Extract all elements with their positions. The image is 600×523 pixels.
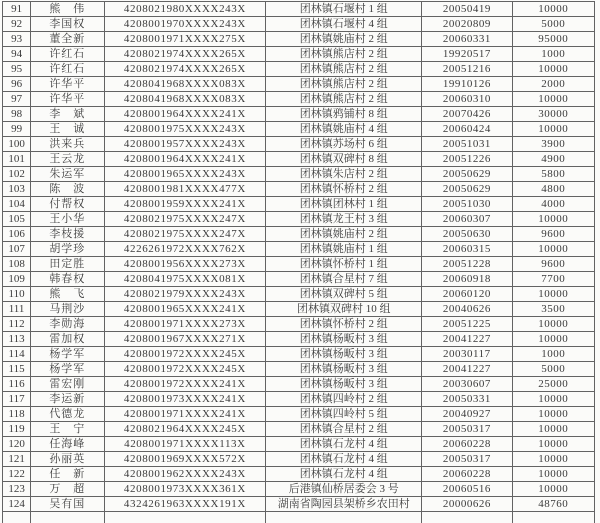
cell-address: 后港镇仙桥居委会 3 号 — [266, 482, 422, 497]
cell-address: 团林镇熊店村 2 组 — [266, 62, 422, 77]
cell-no: 115 — [3, 362, 31, 377]
cell-address: 团林镇龙王村 3 组 — [266, 212, 422, 227]
cell-address: 团林镇杨畈村 3 组 — [266, 347, 422, 362]
cell-address: 团林镇姚庙村 2 组 — [266, 227, 422, 242]
cell-date: 20041227 — [422, 332, 512, 347]
cell-address: 团林镇怀桥村 1 组 — [266, 257, 422, 272]
cell-no: 92 — [3, 17, 31, 32]
table-row — [3, 332, 595, 347]
cell-date: 20060120 — [422, 287, 512, 302]
cell-amount: 10000 — [512, 407, 594, 422]
cell-name: 杨学军 — [31, 362, 104, 377]
cell-date: 20040626 — [422, 302, 512, 317]
cell-name: 田定胜 — [31, 257, 104, 272]
cell-date: 20060228 — [422, 437, 512, 452]
cell-date: 20070426 — [422, 107, 512, 122]
cell-amount: 10000 — [512, 422, 594, 437]
cell-amount: 10000 — [512, 317, 594, 332]
table-row — [3, 392, 595, 407]
cell-name: 吴有国 — [31, 497, 104, 512]
cell-no: 119 — [3, 422, 31, 437]
cell-name: 李勋海 — [31, 317, 104, 332]
cell-id: 4208001957XXXX243X — [104, 137, 266, 152]
cell-id: 4208041975XXXX081X — [104, 272, 266, 287]
cell-address: 团林镇鸦铺村 8 组 — [266, 107, 422, 122]
table-row — [3, 302, 595, 317]
cell-name: 万 超 — [31, 482, 104, 497]
cell-amount: 4900 — [512, 152, 594, 167]
cell-name: 胡学珍 — [31, 242, 104, 257]
cell-address: 团林镇四岭村 5 组 — [266, 407, 422, 422]
cell-no: 121 — [3, 452, 31, 467]
cell-id: 4208001959XXXX241X — [104, 197, 266, 212]
cell-address: 团林镇苏场村 6 组 — [266, 137, 422, 152]
cell-id: 4208001964XXXX241X — [104, 152, 266, 167]
cell-name: 代德龙 — [31, 407, 104, 422]
cell-amount: 10000 — [512, 122, 594, 137]
cell-name: 任 新 — [31, 467, 104, 482]
cell-id: 4208021979XXXX243X — [104, 287, 266, 302]
cell-id: 4208001965XXXX241X — [104, 302, 266, 317]
cell-amount: 1000 — [512, 47, 594, 62]
cell-date: 20020809 — [422, 17, 512, 32]
cell-name: 许红石 — [31, 47, 104, 62]
table-row — [3, 77, 595, 92]
cell-id: 4208001972XXXX245X — [104, 362, 266, 377]
cell-amount: 10000 — [512, 62, 594, 77]
cell-date: 20050630 — [422, 227, 512, 242]
cell-no: 91 — [3, 2, 31, 17]
cell-address: 团林镇双碑村 10 组 — [266, 302, 422, 317]
cell-amount: 3900 — [512, 137, 594, 152]
cell-id: 4208001973XXXX241X — [104, 392, 266, 407]
table-row — [3, 242, 595, 257]
cell-name: 李国权 — [31, 17, 104, 32]
cell-no: 106 — [3, 227, 31, 242]
cell-date: 20050331 — [422, 392, 512, 407]
cell-address: 团林镇姚庙村 1 组 — [266, 242, 422, 257]
cell-name: 王 宁 — [31, 422, 104, 437]
cell-empty — [512, 512, 594, 523]
cell-amount: 5000 — [512, 362, 594, 377]
cell-amount: 1000 — [512, 347, 594, 362]
cell-id: 4208001981XXXX477X — [104, 182, 266, 197]
cell-name: 陈 波 — [31, 182, 104, 197]
cell-empty — [422, 512, 512, 523]
cell-no: 107 — [3, 242, 31, 257]
table-row — [3, 497, 595, 512]
cell-name: 任海峰 — [31, 437, 104, 452]
cell-no: 108 — [3, 257, 31, 272]
cell-amount: 4000 — [512, 197, 594, 212]
cell-id: 4208021974XXXX265X — [104, 47, 266, 62]
cell-id: 4208001967XXXX271X — [104, 332, 266, 347]
cell-amount: 3500 — [512, 302, 594, 317]
cell-address: 团林镇姚庙村 2 组 — [266, 32, 422, 47]
cell-id: 4208001972XXXX245X — [104, 347, 266, 362]
table-row — [3, 452, 595, 467]
cell-no: 97 — [3, 92, 31, 107]
cell-date: 20060228 — [422, 467, 512, 482]
cell-address: 团林镇熊店村 2 组 — [266, 47, 422, 62]
cell-date: 20060516 — [422, 482, 512, 497]
cell-amount: 10000 — [512, 467, 594, 482]
cell-id: 4208001970XXXX243X — [104, 17, 266, 32]
cell-address: 团林镇双碑村 8 组 — [266, 152, 422, 167]
table-row — [3, 362, 595, 377]
cell-date: 20051031 — [422, 137, 512, 152]
cell-no: 104 — [3, 197, 31, 212]
cell-name: 熊 飞 — [31, 287, 104, 302]
cell-id: 4324261963XXXX191X — [104, 497, 266, 512]
cell-id: 4208001965XXXX243X — [104, 167, 266, 182]
cell-id: 4208001971XXXX273X — [104, 317, 266, 332]
cell-name: 王小华 — [31, 212, 104, 227]
cell-no: 102 — [3, 167, 31, 182]
cell-no: 110 — [3, 287, 31, 302]
cell-address: 团林镇合星村 2 组 — [266, 422, 422, 437]
cell-date: 20060310 — [422, 92, 512, 107]
cell-no: 122 — [3, 467, 31, 482]
cell-name: 李运新 — [31, 392, 104, 407]
cell-name: 雷宏刚 — [31, 377, 104, 392]
cell-no: 123 — [3, 482, 31, 497]
table-row — [3, 2, 595, 17]
cell-name: 许华平 — [31, 77, 104, 92]
cell-no: 118 — [3, 407, 31, 422]
table-row — [3, 437, 595, 452]
cell-name: 董全新 — [31, 32, 104, 47]
cell-id: 4208021975XXXX247X — [104, 212, 266, 227]
cell-amount: 10000 — [512, 452, 594, 467]
table-row — [3, 137, 595, 152]
cell-id: 4208001969XXXX572X — [104, 452, 266, 467]
cell-address: 湖南省陶园县架桥乡农田村 — [266, 497, 422, 512]
table-row — [3, 422, 595, 437]
cell-no: 101 — [3, 152, 31, 167]
cell-amount: 25000 — [512, 377, 594, 392]
table-row — [3, 272, 595, 287]
cell-name: 熊 伟 — [31, 2, 104, 17]
cell-amount: 10000 — [512, 2, 594, 17]
cell-name: 王 诚 — [31, 122, 104, 137]
cell-no: 105 — [3, 212, 31, 227]
cell-id: 4208021980XXXX243X — [104, 2, 266, 17]
cell-address: 团林镇石龙村 4 组 — [266, 452, 422, 467]
cell-id: 4208001975XXXX243X — [104, 122, 266, 137]
table-row — [3, 152, 595, 167]
cell-name: 李 斌 — [31, 107, 104, 122]
cell-no: 94 — [3, 47, 31, 62]
cell-no: 124 — [3, 497, 31, 512]
cell-empty — [266, 512, 422, 523]
cell-amount: 10000 — [512, 392, 594, 407]
cell-address: 团林镇怀桥村 2 组 — [266, 317, 422, 332]
cell-amount: 10000 — [512, 332, 594, 347]
cell-no: 111 — [3, 302, 31, 317]
cell-amount: 30000 — [512, 107, 594, 122]
cell-date: 20050317 — [422, 452, 512, 467]
table-row — [3, 377, 595, 392]
cell-address: 团林镇朱店村 2 组 — [266, 167, 422, 182]
cell-amount: 95000 — [512, 32, 594, 47]
table-row — [3, 17, 595, 32]
cell-amount: 2000 — [512, 77, 594, 92]
cell-amount: 7700 — [512, 272, 594, 287]
cell-address: 团林镇石堰村 4 组 — [266, 17, 422, 32]
cell-id: 4208021964XXXX245X — [104, 422, 266, 437]
table-row — [3, 467, 595, 482]
cell-id: 4208001964XXXX241X — [104, 107, 266, 122]
cell-name: 韩春权 — [31, 272, 104, 287]
cell-date: 20051228 — [422, 257, 512, 272]
table-row — [3, 197, 595, 212]
cell-date: 20041227 — [422, 362, 512, 377]
cell-id: 4208001971XXXX275X — [104, 32, 266, 47]
cell-address: 团林镇石龙村 4 组 — [266, 467, 422, 482]
cell-address: 团林镇石堰村 1 组 — [266, 2, 422, 17]
cell-id: 4208041968XXXX083X — [104, 77, 266, 92]
cell-date: 20050317 — [422, 422, 512, 437]
cell-no: 116 — [3, 377, 31, 392]
cell-no: 103 — [3, 182, 31, 197]
table-row — [3, 257, 595, 272]
cell-date: 20030607 — [422, 377, 512, 392]
cell-name: 许红石 — [31, 62, 104, 77]
cell-date: 20051225 — [422, 317, 512, 332]
cell-address: 团林镇双碑村 5 组 — [266, 287, 422, 302]
cell-name: 王云龙 — [31, 152, 104, 167]
cell-date: 20060424 — [422, 122, 512, 137]
cell-no: 120 — [3, 437, 31, 452]
cell-date: 20060918 — [422, 272, 512, 287]
cell-empty — [31, 512, 104, 523]
cell-date: 20051030 — [422, 197, 512, 212]
cell-id: 4208001956XXXX273X — [104, 257, 266, 272]
cell-date: 20060315 — [422, 242, 512, 257]
cell-date: 20051226 — [422, 152, 512, 167]
cell-amount: 10000 — [512, 212, 594, 227]
cell-address: 团林镇熊店村 2 组 — [266, 77, 422, 92]
cell-id: 4208021974XXXX265X — [104, 62, 266, 77]
table-row — [3, 167, 595, 182]
cell-address: 团林镇石龙村 4 组 — [266, 437, 422, 452]
cell-date: 20050419 — [422, 2, 512, 17]
cell-date: 19920517 — [422, 47, 512, 62]
cell-id: 4208001972XXXX241X — [104, 377, 266, 392]
table-row — [3, 107, 595, 122]
cell-date: 20050629 — [422, 182, 512, 197]
cell-empty — [104, 512, 266, 523]
cell-amount: 10000 — [512, 482, 594, 497]
cell-amount: 4800 — [512, 182, 594, 197]
cell-date: 20040927 — [422, 407, 512, 422]
cell-name: 付帮权 — [31, 197, 104, 212]
table-row — [3, 407, 595, 422]
cell-address: 团林镇杨畈村 3 组 — [266, 332, 422, 347]
table-row — [3, 287, 595, 302]
cell-name: 马荆沙 — [31, 302, 104, 317]
cell-name: 李枝援 — [31, 227, 104, 242]
cell-no: 114 — [3, 347, 31, 362]
cell-no: 96 — [3, 77, 31, 92]
cell-id: 4208001962XXXX243X — [104, 467, 266, 482]
cell-amount: 10000 — [512, 92, 594, 107]
record-table — [2, 1, 595, 523]
cell-no: 98 — [3, 107, 31, 122]
cell-date: 20050629 — [422, 167, 512, 182]
cell-amount: 10000 — [512, 437, 594, 452]
cell-empty — [3, 512, 31, 523]
cell-name: 洪来兵 — [31, 137, 104, 152]
table-row — [3, 47, 595, 62]
cell-amount: 9600 — [512, 257, 594, 272]
table-row — [3, 482, 595, 497]
cell-amount: 5800 — [512, 167, 594, 182]
cell-no: 109 — [3, 272, 31, 287]
cell-no: 117 — [3, 392, 31, 407]
cell-id: 4208001973XXXX361X — [104, 482, 266, 497]
cell-amount: 5000 — [512, 17, 594, 32]
cell-amount: 10000 — [512, 287, 594, 302]
cell-address: 团林镇怀桥村 2 组 — [266, 182, 422, 197]
cell-date: 20051216 — [422, 62, 512, 77]
cell-id: 4208021975XXXX247X — [104, 227, 266, 242]
cell-id: 4208041968XXXX083X — [104, 92, 266, 107]
cell-amount: 10000 — [512, 242, 594, 257]
cell-address: 团林镇姚庙村 4 组 — [266, 122, 422, 137]
cell-no: 112 — [3, 317, 31, 332]
cell-date: 20060307 — [422, 212, 512, 227]
cell-no: 100 — [3, 137, 31, 152]
table-row — [3, 227, 595, 242]
cell-amount: 48760 — [512, 497, 594, 512]
cell-address: 团林镇四岭村 2 组 — [266, 392, 422, 407]
cell-id: 4226261972XXXX762X — [104, 242, 266, 257]
table-row — [3, 92, 595, 107]
cell-id: 4208001971XXXX113X — [104, 437, 266, 452]
cell-address: 团林镇杨畈村 3 组 — [266, 377, 422, 392]
cell-name: 杨学军 — [31, 347, 104, 362]
table-row — [3, 122, 595, 137]
table-row — [3, 62, 595, 77]
table-row — [3, 347, 595, 362]
table-row — [3, 212, 595, 227]
cell-name: 朱运军 — [31, 167, 104, 182]
cell-no: 113 — [3, 332, 31, 347]
cell-address: 团林镇团林村 1 组 — [266, 197, 422, 212]
cell-no: 95 — [3, 62, 31, 77]
records-body — [3, 2, 595, 523]
cell-name: 许华平 — [31, 92, 104, 107]
cell-id: 4208001971XXXX241X — [104, 407, 266, 422]
cell-name: 孙丽英 — [31, 452, 104, 467]
cell-date: 20030117 — [422, 347, 512, 362]
cell-date: 20060331 — [422, 32, 512, 47]
cell-date: 19910126 — [422, 77, 512, 92]
cell-amount: 9600 — [512, 227, 594, 242]
table-row-partial — [3, 512, 595, 523]
table-row — [3, 182, 595, 197]
cell-date: 20000626 — [422, 497, 512, 512]
cell-address: 团林镇熊店村 2 组 — [266, 92, 422, 107]
cell-address: 团林镇杨畈村 3 组 — [266, 362, 422, 377]
table-row — [3, 32, 595, 47]
cell-no: 99 — [3, 122, 31, 137]
cell-address: 团林镇合星村 7 组 — [266, 272, 422, 287]
cell-no: 93 — [3, 32, 31, 47]
table-row — [3, 317, 595, 332]
cell-name: 雷加权 — [31, 332, 104, 347]
